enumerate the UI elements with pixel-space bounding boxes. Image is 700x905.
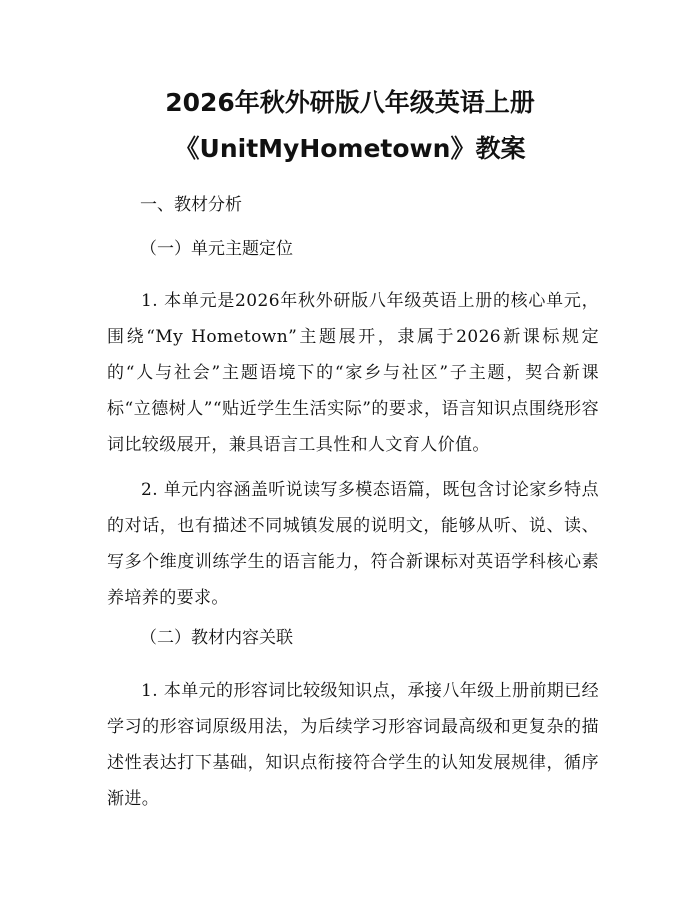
- subsection-heading-content-relation: （二）教材内容关联: [140, 628, 293, 648]
- subsection-heading-unit-theme: （一）单元主题定位: [140, 239, 293, 259]
- paragraph-content-relation-1: 1. 本单元的形容词比较级知识点，承接八年级上册前期已经学习的形容词原级用法，为后续学习形容词最高级和更复杂的描述性表达打下基础，知识点衔接符合学生的认知发展规律，循序渐进。: [107, 681, 599, 809]
- document-title-line-2: 《UnitMyHometown》教案: [174, 134, 526, 163]
- paragraph-unit-theme-2: 2. 单元内容涵盖听说读写多模态语篇，既包含讨论家乡特点的对话，也有描述不同城镇发展的说明文，能够从听、说、读、写多个维度训练学生的语言能力，符合新课标对英语学科核心素养培养的要求。: [107, 480, 599, 608]
- section-heading-textbook-analysis: 一、教材分析: [140, 195, 242, 215]
- paragraph-unit-theme-1: 1. 本单元是2026年秋外研版八年级英语上册的核心单元，围绕“My Hometown”主题展开，隶属于2026新课标规定的“人与社会”主题语境下的“家乡与社区”子主题，契合新课标“立德树人”“贴近学生生活实际”的要求，语言知识点围绕形容词比较级展开，兼具语言工具性和人文育人价值。: [107, 291, 599, 455]
- document-title-line-1: 2026年秋外研版八年级英语上册: [165, 88, 535, 117]
